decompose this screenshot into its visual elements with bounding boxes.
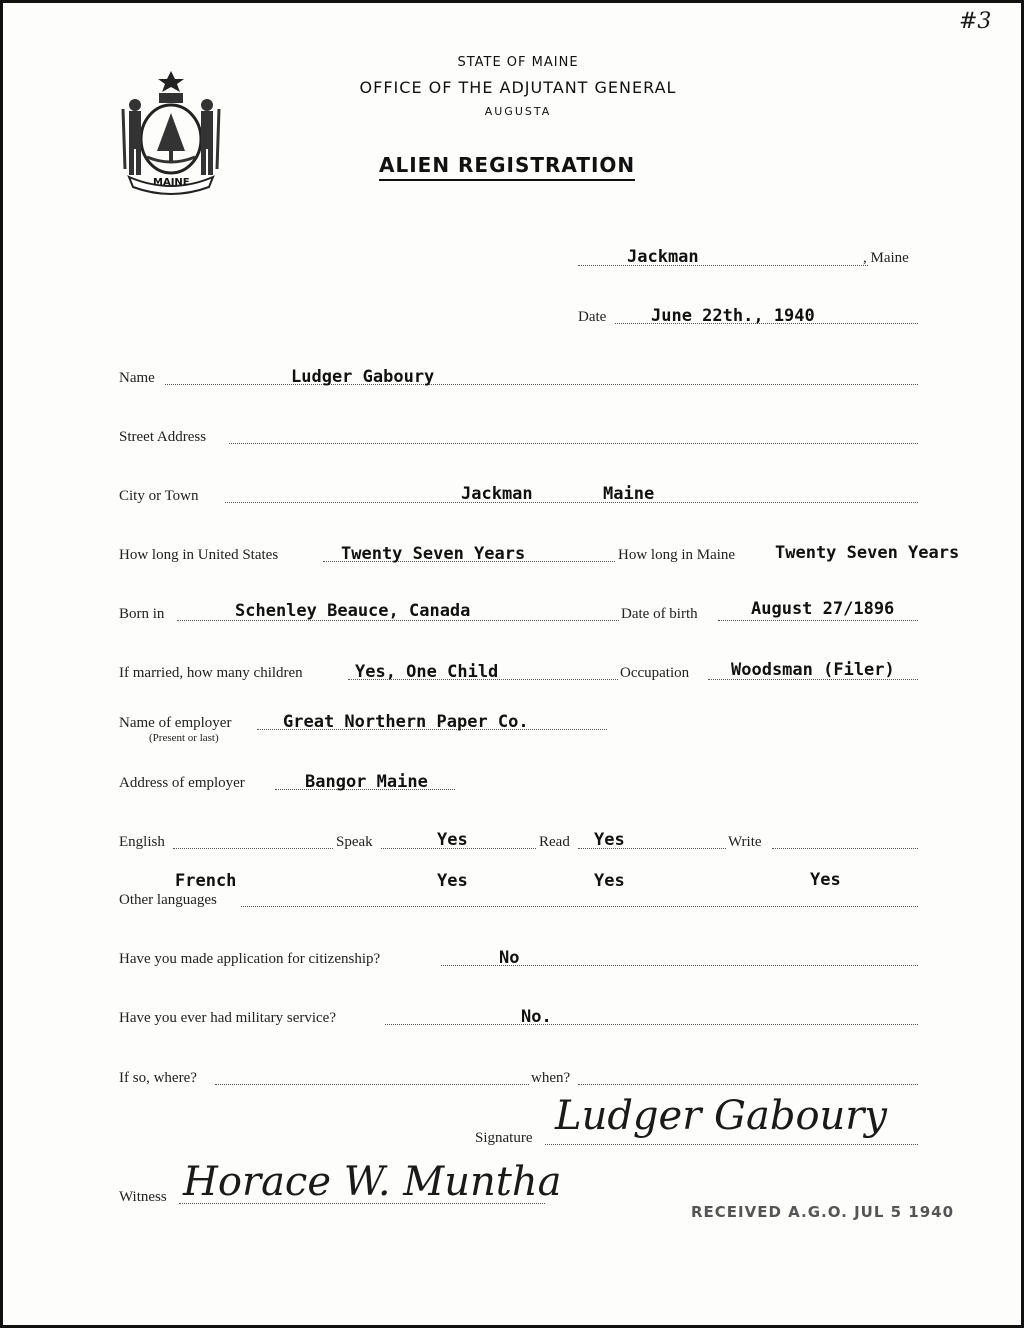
name-label: Name [119, 370, 155, 386]
how-long-us-label: How long in United States [119, 547, 279, 563]
citizenship-value: No [499, 948, 520, 968]
how-long-maine-label: How long in Maine [618, 547, 736, 563]
employer-label: Name of employer [119, 715, 232, 731]
city-label: City or Town [119, 488, 199, 504]
place-suffix: , Maine [863, 250, 909, 266]
street-label: Street Address [119, 429, 207, 445]
other-language-value: French [175, 871, 237, 891]
other-languages-label: Other languages [119, 892, 217, 908]
how-long-us-value: Twenty Seven Years [341, 544, 526, 564]
city-line [225, 502, 918, 503]
name-line [165, 384, 918, 385]
military-label: Have you ever had military service? [119, 1010, 336, 1026]
when-line [578, 1084, 918, 1085]
employer-address-value: Bangor Maine [305, 772, 428, 792]
place-value: Jackman [627, 247, 699, 267]
married-value: Yes, One Child [355, 662, 499, 682]
write-label: Write [728, 834, 762, 850]
where-line [215, 1084, 529, 1085]
where-label: If so, where? [119, 1070, 197, 1086]
form-title: ALIEN REGISTRATION [379, 153, 635, 181]
state-seal-icon [115, 69, 227, 197]
other-languages-line [241, 906, 918, 907]
read-value: Yes [594, 830, 625, 850]
born-in-value: Schenley Beauce, Canada [235, 601, 471, 621]
military-line [385, 1024, 918, 1025]
other-speak-value: Yes [437, 871, 468, 891]
dob-line [718, 620, 918, 621]
seal-text: MAINE [153, 177, 190, 188]
occupation-value: Woodsman (Filer) [731, 660, 895, 680]
employer-value: Great Northern Paper Co. [283, 712, 529, 732]
employer-sublabel: (Present or last) [149, 732, 219, 744]
witness-signature: Horace W. Muntha [183, 1159, 562, 1205]
when-label: when? [531, 1070, 571, 1086]
other-read-value: Yes [594, 871, 625, 891]
speak-value: Yes [437, 830, 468, 850]
signature-value: Ludger Gaboury [555, 1093, 888, 1139]
married-label: If married, how many children [119, 665, 303, 681]
signature-label: Signature [475, 1130, 533, 1146]
signature-line [545, 1144, 918, 1145]
name-value: Ludger Gaboury [291, 367, 435, 387]
state-heading: STATE OF MAINE [457, 55, 579, 70]
speak-label: Speak [336, 834, 373, 850]
occupation-label: Occupation [620, 665, 690, 681]
city-heading: AUGUSTA [484, 105, 552, 118]
date-label: Date [578, 309, 607, 325]
english-label: English [119, 834, 165, 850]
how-long-maine-value: Twenty Seven Years [775, 543, 960, 563]
read-label: Read [539, 834, 570, 850]
citizenship-label: Have you made application for citizenship? [119, 951, 381, 967]
dob-value: August 27/1896 [751, 599, 895, 619]
english-line [173, 848, 333, 849]
office-heading: OFFICE OF THE ADJUTANT GENERAL [359, 78, 677, 97]
write-line [772, 848, 918, 849]
place-line [578, 265, 868, 266]
street-line [229, 443, 918, 444]
witness-label: Witness [119, 1189, 167, 1205]
city-value: Jackman [461, 484, 533, 504]
dob-label: Date of birth [621, 606, 698, 622]
military-value: No. [521, 1007, 552, 1027]
state-value: Maine [603, 484, 655, 504]
other-write-value: Yes [810, 870, 841, 890]
date-value: June 22th., 1940 [651, 306, 815, 326]
received-stamp: RECEIVED A.G.O. JUL 5 1940 [691, 1203, 955, 1221]
born-in-label: Born in [119, 606, 165, 622]
corner-mark: #3 [959, 9, 992, 34]
employer-address-label: Address of employer [119, 775, 245, 791]
